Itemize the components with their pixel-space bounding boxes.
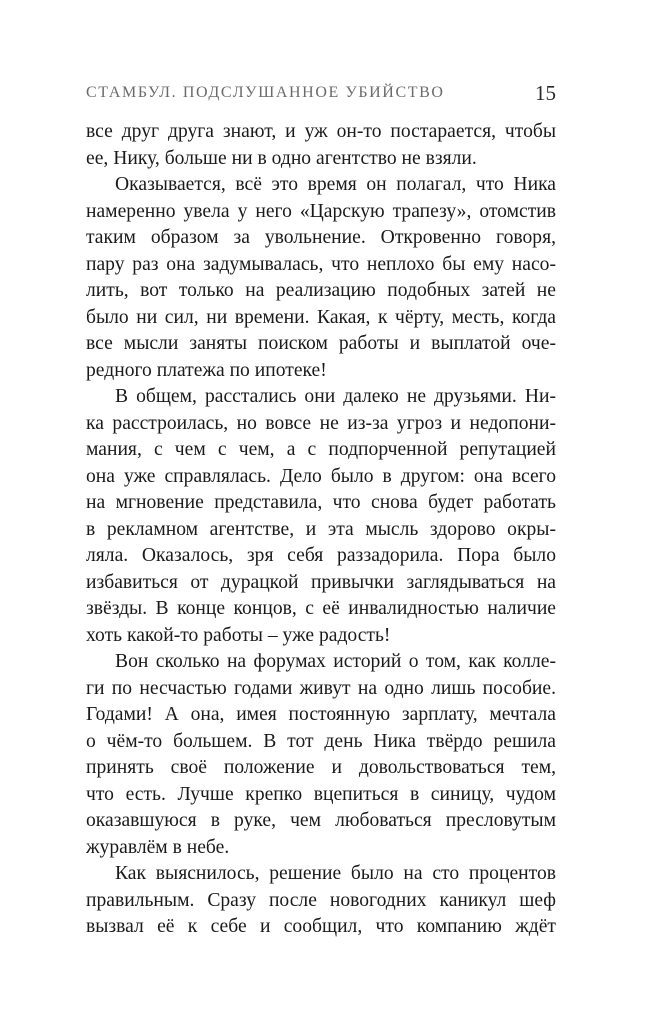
text-line: Вон сколько на форумах историй о том, как колле- [115, 651, 556, 672]
text-line: пару раз она задумывалась, что неплохо бы ему насо- [86, 253, 556, 275]
running-head [86, 81, 556, 108]
text-line: что есть. Лучше крепко вцепиться в синицу, чудом [86, 783, 556, 805]
text-line: принять своё положение и довольствоваться тем, [86, 757, 556, 778]
text-line: все друг друга знают, и уж он-то постарается, чтобы [86, 121, 556, 142]
text-line: оказавшуюся в руке, чем любоваться пресловутым [86, 810, 556, 831]
paragraph [86, 384, 556, 649]
text-line: хоть какой-то работы – уже радость! [86, 624, 391, 646]
paragraph [86, 649, 556, 861]
text-line: было ни сил, ни времени. Какая, к чёрту, месть, когда [86, 306, 556, 328]
text-line: журавлём в небе. [86, 836, 230, 858]
text-line: Как выяснилось, решение было на сто процентов [115, 863, 556, 884]
body-text [86, 119, 556, 941]
text-line: лить, вот только на реализацию подобных затей не [86, 280, 556, 301]
text-line: ги по несчастью годами живут на одно лишь пособие. [86, 677, 556, 699]
running-title: СТАМБУЛ. ПОДСЛУШАННОЕ УБИЙСТВО [86, 84, 445, 101]
text-line: редного платежа по ипотеке! [86, 359, 327, 381]
page-number: 15 [535, 81, 556, 105]
text-line: она уже справлялась. Дело было в другом: она всего [86, 465, 556, 487]
text-line: таким образом за увольнение. Откровенно говоря, [86, 227, 556, 248]
paragraph [86, 119, 556, 172]
paragraph [86, 861, 556, 941]
text-line: ее, Нику, больше ни в одно агентство не взяли. [86, 147, 477, 169]
paragraph [86, 172, 556, 384]
text-line: Годами! А она, имея постоянную зарплату, мечтала [86, 704, 556, 725]
text-line: ляла. Оказалось, зря себя раззадорила. Пора было [86, 545, 556, 566]
text-line: Оказывается, всё это время он полагал, что Ника [115, 174, 556, 195]
text-line: в рекламном агентстве, и эта мысль здорово окры- [86, 518, 556, 540]
text-line: звёзды. В конце концов, с её инвалидностью наличие [86, 598, 556, 619]
text-line: намеренно увела у него «Царскую трапезу», отомстив [86, 200, 556, 222]
text-line: все мысли заняты поиском работы и выплатой оче- [86, 333, 556, 354]
text-line: ка расстроилась, но вовсе не из-за угроз и недопони- [86, 412, 556, 434]
text-line: на мгновение представила, что снова будет работать [86, 492, 556, 513]
text-line: вызвал её к себе и сообщил, что компанию ждёт [86, 916, 556, 937]
text-line: о чём-то большем. В тот день Ника твёрдо решила [86, 730, 556, 752]
text-line: правильным. Сразу после новогодних каникул шеф [86, 889, 556, 911]
text-line: В общем, расстались они далеко не друзьями. Ни- [115, 386, 556, 407]
text-line: избавиться от дурацкой привычки заглядываться на [86, 571, 556, 593]
text-line: мания, с чем с чем, а с подпорченной репутацией [86, 439, 556, 460]
